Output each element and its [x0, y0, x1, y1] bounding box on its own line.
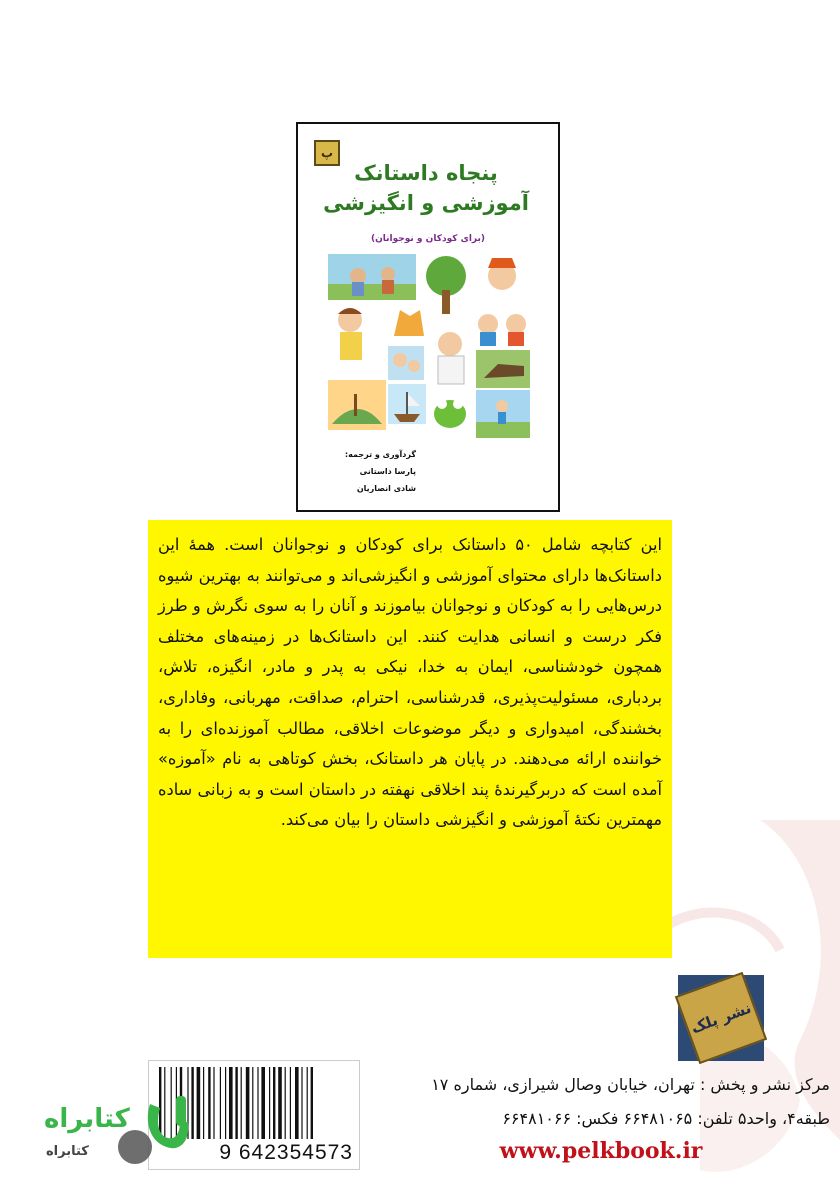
- cover-subtitle: (برای کودکان و نوجوانان): [371, 234, 485, 244]
- cover-credits: [326, 446, 416, 497]
- barcode-bar: [269, 1067, 270, 1139]
- publisher-logo: [678, 975, 764, 1061]
- barcode-bar: [311, 1067, 313, 1139]
- barcode-bar: [246, 1067, 250, 1139]
- barcode-bar: [307, 1067, 308, 1139]
- watermark-text-small: کتابراه: [46, 1144, 89, 1159]
- cover-illustration-collage: [328, 254, 530, 440]
- barcode-bar: [197, 1067, 201, 1139]
- publisher-website: www.pelkbook.ir: [499, 1138, 703, 1164]
- barcode-bar: [203, 1067, 204, 1139]
- barcode-bar: [229, 1067, 233, 1139]
- barcode-number: 9 642354573: [219, 1141, 353, 1164]
- watermark-circle-icon: [118, 1130, 152, 1164]
- cover-publisher-logo: پ: [314, 140, 340, 166]
- publisher-address: مرکز نشر و پخش : تهران، خیابان وصال شیرازی، شماره ۱۷: [431, 1075, 830, 1094]
- barcode-bar: [252, 1067, 253, 1139]
- author-2: شادی انصاریان: [356, 484, 416, 493]
- barcode-bar: [278, 1067, 282, 1139]
- book-description-text: این کتابچه شامل ۵۰ داستانک برای کودکان و نوجوانان است. همهٔ این داستانک‌ها دارای محتوای آموزشی و انگیزشی‌اند و می‌توانند به بهترین شیوه درس‌هایی را به کودکان و نوجوانان بیاموزند و آنان را به سوی نگرش و طرز فکر درست و انسانی هدایت کنند. این داستانک‌ها در زمینه‌های مختلف همچون خودشناسی، ایمان به خدا، نیکی به پدر و مادر، انگیزه، تلاش، بردباری، مسئولیت‌پذیری، قدرشناسی، احترام، صداقت، مهربانی، وفاداری، بخشندگی، امیدواری و دیگر موضوعات اخلاقی، مطالب آموزنده‌ای را به خواننده ارائه می‌دهند. در پایان هر داستانک، بخش کوتاهی به نام «آموزه» آمده است که دربرگیرندهٔ پند اخلاقی نهفته در داستان است و به زبانی ساده مهمترین نکتهٔ آموزشی و انگیزشی داستان را بیان می‌کند.: [158, 535, 663, 830]
- cover-title-line1: پنجاه داستانک: [354, 161, 498, 185]
- cover-title: [318, 158, 534, 218]
- barcode-bar: [285, 1067, 286, 1139]
- watermark-text-large: کتابراه: [44, 1104, 130, 1134]
- ketabrah-watermark: [30, 1092, 180, 1182]
- barcode-bar: [290, 1067, 291, 1139]
- barcode-bar: [295, 1067, 299, 1139]
- book-description-box: [148, 520, 672, 958]
- cover-title-line2: آموزشی و انگیزشی: [323, 191, 529, 215]
- barcode-bar: [235, 1067, 237, 1139]
- barcode-bar: [213, 1067, 214, 1139]
- publisher-contact: طبقه۴، واحد۵ تلفن: ۶۶۴۸۱۰۶۵ فکس: ۶۶۴۸۱۰۶۶: [502, 1109, 830, 1128]
- publisher-logo-text: نشر پلک: [675, 972, 767, 1064]
- author-1: پارسا داستانی: [359, 467, 416, 476]
- barcode-bar: [301, 1067, 302, 1139]
- publisher-address-block: [372, 1068, 830, 1166]
- barcode-bar: [241, 1067, 242, 1139]
- barcode-bar: [261, 1067, 265, 1139]
- barcode-bar: [220, 1067, 221, 1139]
- barcode-bar: [257, 1067, 258, 1139]
- barcode-bar: [273, 1067, 275, 1139]
- credits-label: گردآوری و ترجمه:: [344, 450, 416, 459]
- barcode-bar: [208, 1067, 210, 1139]
- barcode-bar: [225, 1067, 226, 1139]
- front-cover-thumbnail: [296, 122, 560, 512]
